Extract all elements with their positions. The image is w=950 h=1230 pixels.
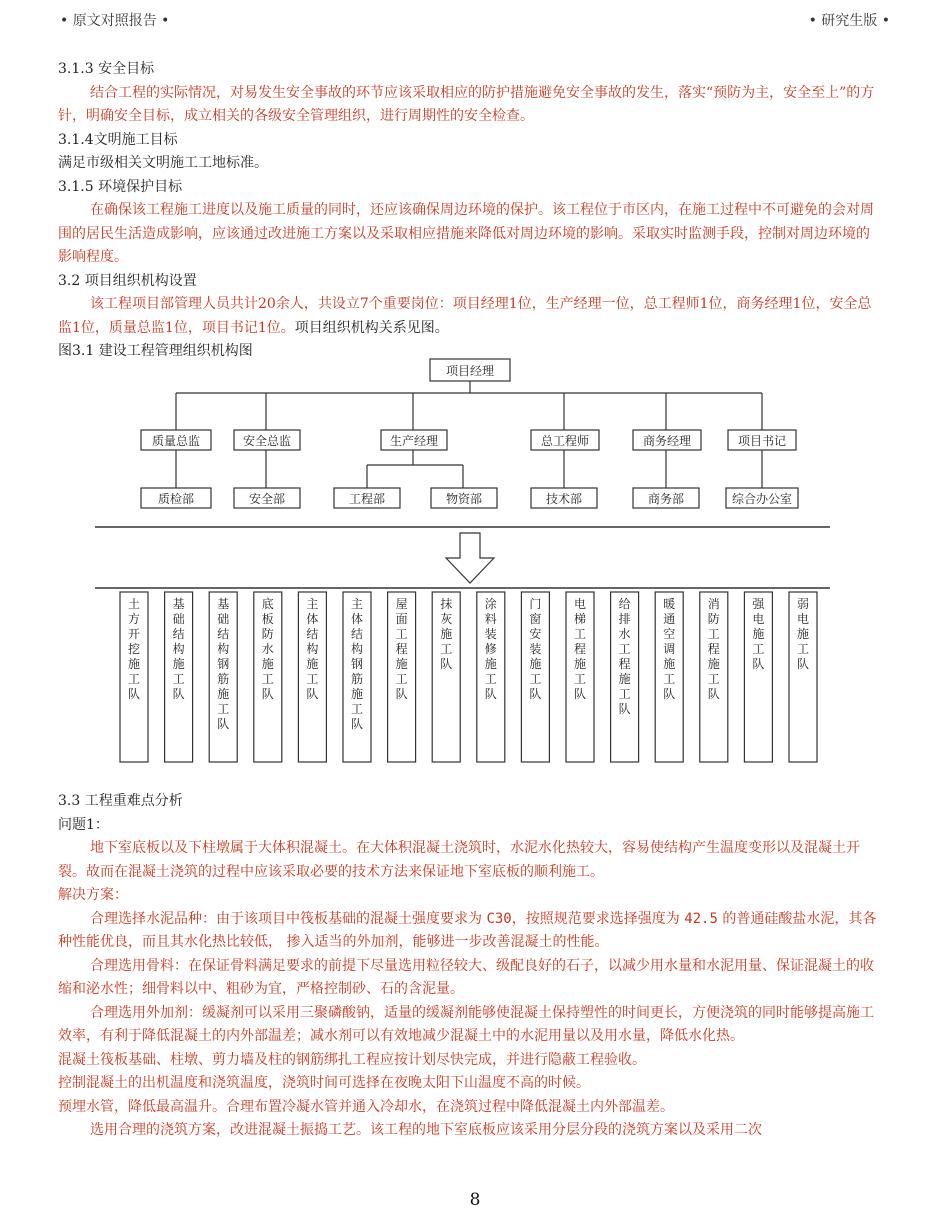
solution-p1-text-b: ，按照规范要求选择强度为 — [511, 910, 685, 927]
org-l2-label: 商务经理 — [642, 434, 692, 448]
solution-p1-text-c: 的普通硅酸盐水泥，其各种性能优良，而且其水化热比较低， 掺入适当的外加剂，能够进一步改善混凝土的性能。 — [58, 910, 877, 950]
org-top-label: 项目经理 — [445, 364, 495, 378]
section-3-1-4-body: 满足市级相关文明施工工地标准。 — [58, 155, 268, 171]
section-3-2-body-black: 项目组织机构关系见图。 — [294, 319, 449, 336]
org-l3-label: 安全部 — [248, 492, 286, 506]
section-3-1-5-body: 在确保该工程施工进度以及施工质量的同时，还应该确保周边环境的保护。该工程位于市区内，在施工过程中不可避免的会对周围的居民生活造成影响，应该通过改进施工方案以及采取相应措施来降低对周边环境的影响。采取实时监测手段，控制对周边环境的影响程度。 — [58, 202, 874, 265]
team-label: 基础结构钢筋施工队 — [217, 597, 230, 731]
org-l3-label: 物资部 — [445, 492, 483, 506]
section-3-1-3-title: 3.1.3 安全目标 — [58, 61, 155, 77]
header-left: • 原文对照报告 • — [60, 13, 170, 29]
org-l3-label: 质检部 — [157, 492, 195, 506]
solution-label: 解决方案： — [58, 887, 128, 903]
problem-1-label: 问题1： — [58, 816, 109, 833]
org-l2-label: 生产经理 — [389, 434, 439, 448]
org-l3-label: 工程部 — [348, 492, 386, 506]
figure-caption: 图3.1 建设工程管理组织机构图 — [58, 343, 253, 359]
solution-p1-c30: C30 — [486, 910, 512, 927]
team-label: 主体结构施工队 — [306, 597, 319, 701]
section-3-1-4-title: 3.1.4文明施工目标 — [58, 131, 178, 148]
solution-paragraph-3: 合理选用外加剂：缓凝剂可以采用三聚磷酸钠，适量的缓凝剂能够使混凝土保持塑性的时间更长，方便浇筑的同时能够提高施工效率，有利于降低混凝土的内外部温差；减水剂可以有效地减少混凝土中的水泥用量以及用水量，降低水化热。 — [58, 1004, 874, 1044]
solution-p1-text-a: 合理选择水泥品种：由于该项目中筏板基础的混凝土强度要求为 — [90, 910, 487, 927]
team-label: 抹灰施工队 — [440, 597, 453, 671]
team-label: 涂料装修施工队 — [484, 597, 497, 701]
org-l2-label: 项目书记 — [737, 434, 787, 448]
team-label: 土方开挖施工队 — [127, 597, 141, 701]
solution-paragraph-7: 选用合理的浇筑方案，改进混凝土振捣工艺。该工程的地下室底板应该采用分层分段的浇筑方案以及采用二次 — [90, 1122, 762, 1138]
org-l3-label: 综合办公室 — [731, 492, 793, 506]
team-label: 主体结构钢筋施工队 — [350, 597, 364, 731]
solution-paragraph-1 — [58, 908, 878, 955]
org-l2-label: 质量总监 — [151, 434, 201, 448]
section-3-3-title: 3.3 工程重难点分析 — [58, 793, 183, 809]
team-label: 消防工程施工队 — [707, 597, 720, 701]
team-label: 门窗安装施工队 — [529, 597, 542, 701]
solution-paragraph-5: 控制混凝土的出机温度和浇筑温度，浇筑时间可选择在夜晚太阳下山温度不高的时候。 — [58, 1075, 590, 1091]
team-label: 屋面工程施工队 — [395, 597, 408, 701]
section-3-1-5-title: 3.1.5 环境保护目标 — [58, 178, 183, 195]
team-label: 电梯工程施工队 — [573, 597, 587, 701]
org-l3-label: 商务部 — [647, 492, 685, 506]
team-label: 暖通空调施工队 — [663, 597, 676, 701]
bottom-content — [58, 790, 878, 1143]
section-3-2-body-red: 该工程项目部管理人员共计20余人，共设立7个重要岗位：项目经理1位，生产经理一位，总工程师1位，商务经理1位，安全总监1位，质量总监1位，项目书记1位。 — [58, 296, 872, 336]
org-l2-label: 总工程师 — [540, 434, 590, 448]
solution-paragraph-6: 预埋水管，降低最高温升。合理布置冷凝水管并通入冷却水，在浇筑过程中降低混凝土内外部温差。 — [58, 1098, 674, 1115]
solution-paragraph-2: 合理选用骨料：在保证骨料满足要求的前提下尽量选用粒径较大、级配良好的石子，以减少用水量和水泥用量、保证混凝土的收缩和泌水性；细骨料以中、粗砂为宜，严格控制砂、石的含泥量。 — [58, 957, 874, 997]
solution-p1-425: 42.5 — [684, 910, 718, 927]
team-label: 强电施工队 — [752, 597, 765, 671]
section-3-1-3-body: 结合工程的实际情况，对易发生安全事故的环节应该采取相应的防护措施避免安全事故的发生，落实“预防为主，安全至上”的方针，明确安全目标，成立相关的各级安全管理组织，进行周期性的安全检查。 — [58, 84, 875, 124]
problem-1-body: 地下室底板以及下柱墩属于大体积混凝土。在大体积混凝土浇筑时，水泥水化热较大，容易使结构产生温度变形以及混凝土开裂。故而在混凝土浇筑的过程中应该采取必要的技术方法来保证地下室底板的顺利施工。 — [58, 840, 860, 880]
page-number: 8 — [469, 1190, 481, 1210]
team-label: 给排水工程施工队 — [618, 597, 631, 716]
header-right: • 研究生版 • — [808, 13, 890, 29]
org-l3-label: 技术部 — [545, 492, 583, 506]
section-3-2-title: 3.2 项目组织机构设置 — [58, 272, 197, 289]
solution-paragraph-4: 混凝土筏板基础、柱墩、剪力墙及柱的钢筋绑扎工程应按计划尽快完成，并进行隐蔽工程验收。 — [58, 1051, 646, 1068]
team-label: 基础结构施工队 — [172, 597, 185, 701]
team-label: 底板防水施工队 — [261, 597, 274, 701]
team-label: 弱电施工队 — [796, 597, 810, 671]
org-l2-label: 安全总监 — [242, 434, 292, 448]
